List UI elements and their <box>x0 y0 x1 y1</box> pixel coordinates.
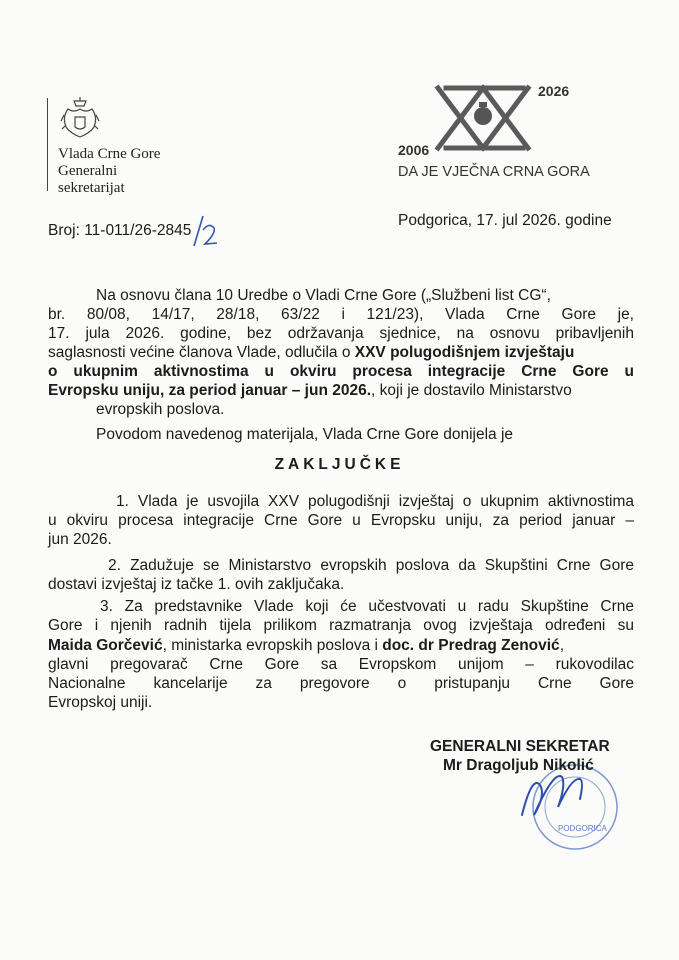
anniversary-logo <box>398 78 618 188</box>
conclusion-3-line-3: Maida Gorčević, ministarka evropskih poslova i doc. dr Predrag Zenović, <box>48 637 564 654</box>
conclusion-1-line-3: jun 2026. <box>48 531 112 548</box>
conclusion-2-line-2: dostavi izvještaj iz tačke 1. ovih zaključaka. <box>48 576 345 593</box>
institution-unit-2: sekretarijat <box>58 180 125 196</box>
place-date: Podgorica, 17. jul 2026. godine <box>398 212 612 229</box>
coat-of-arms-icon <box>60 95 100 143</box>
report-title-part-2: o ukupnim aktivnostima u okviru procesa integracije Crne Gore u <box>48 363 634 380</box>
intro-line-2: br. 80/08, 14/17, 28/18, 63/22 i 121/23), Vlada Crne Gore je, <box>48 306 634 323</box>
institution-unit: Generalni <box>58 163 118 179</box>
stamp-text: PODGORICA <box>558 824 607 833</box>
conclusion-1-line-1: 1. Vlada je usvojila XXV polugodišnji izvještaj o ukupnim aktivnostima <box>116 493 634 510</box>
logo-year-right: 2026 <box>538 83 570 99</box>
conclusion-3-line-1: 3. Za predstavnike Vlade koji će učestvovati u radu Skupštine Crne <box>100 598 634 615</box>
signatory-name: Mr Dragoljub Nikolić <box>443 757 594 774</box>
intro-second: Povodom navedenog materijala, Vlada Crne Gore donijela je <box>96 426 514 443</box>
logo-slogan: DA JE VJEČNA CRNA GORA <box>398 164 590 180</box>
institution-name: Vlada Crne Gore <box>58 146 161 162</box>
header-divider <box>47 98 48 191</box>
conclusion-3-line-4: glavni pregovarač Crne Gore sa Evropskom unijom – rukovodilac <box>48 656 634 673</box>
intro-line-3: 17. jula 2026. godine, bez održavanja sjednice, na osnovu pribavljenih <box>48 325 634 342</box>
reference-label: Broj: <box>48 222 80 239</box>
intro-line-6: Evropsku uniju, za period januar – jun 2026., koji je dostavilo Ministarstvo <box>48 382 572 399</box>
conclusion-3-line-6: Evropskoj uniji. <box>48 694 153 711</box>
representative-1: Maida Gorčević <box>48 637 163 654</box>
reference-number <box>48 222 191 240</box>
conclusion-2-line-1: 2. Zadužuje se Ministarstvo evropskih poslova da Skupštini Crne Gore <box>108 557 634 574</box>
report-title-part-3: Evropsku uniju, za period januar – jun 2026. <box>48 382 372 399</box>
intro-line-4: saglasnosti većine članova Vlade, odlučila o XXV polugodišnjem izvještaju <box>48 344 575 361</box>
conclusion-3-line-5: Nacionalne kancelarije za pregovore o pristupanju Crne Gore <box>48 675 634 692</box>
intro-line-1: Na osnovu člana 10 Uredbe o Vladi Crne Gore („Službeni list CG“, <box>96 287 551 304</box>
eagle-icon <box>474 102 492 125</box>
conclusion-1-line-2: u okviru procesa integracije Crne Gore u Evropsku uniju, za period januar – <box>48 512 634 529</box>
conclusions-heading: ZAKLJUČKE <box>274 456 405 473</box>
signatory-title: GENERALNI SEKRETAR <box>430 738 610 755</box>
handwritten-mark <box>191 212 221 250</box>
intro-line-7: evropskih poslova. <box>96 401 225 418</box>
reference-value: 11-011/26-2845 <box>84 222 192 239</box>
handwritten-signature <box>522 776 582 815</box>
conclusion-3-line-2: Gore i njenih radnih tijela prilikom razmatranja ovog izvještaja određeni su <box>48 617 634 634</box>
representative-2: doc. dr Predrag Zenović <box>382 637 560 654</box>
report-title-part-1: XXV polugodišnjem izvještaju <box>354 344 575 361</box>
logo-year-left: 2006 <box>398 142 430 158</box>
